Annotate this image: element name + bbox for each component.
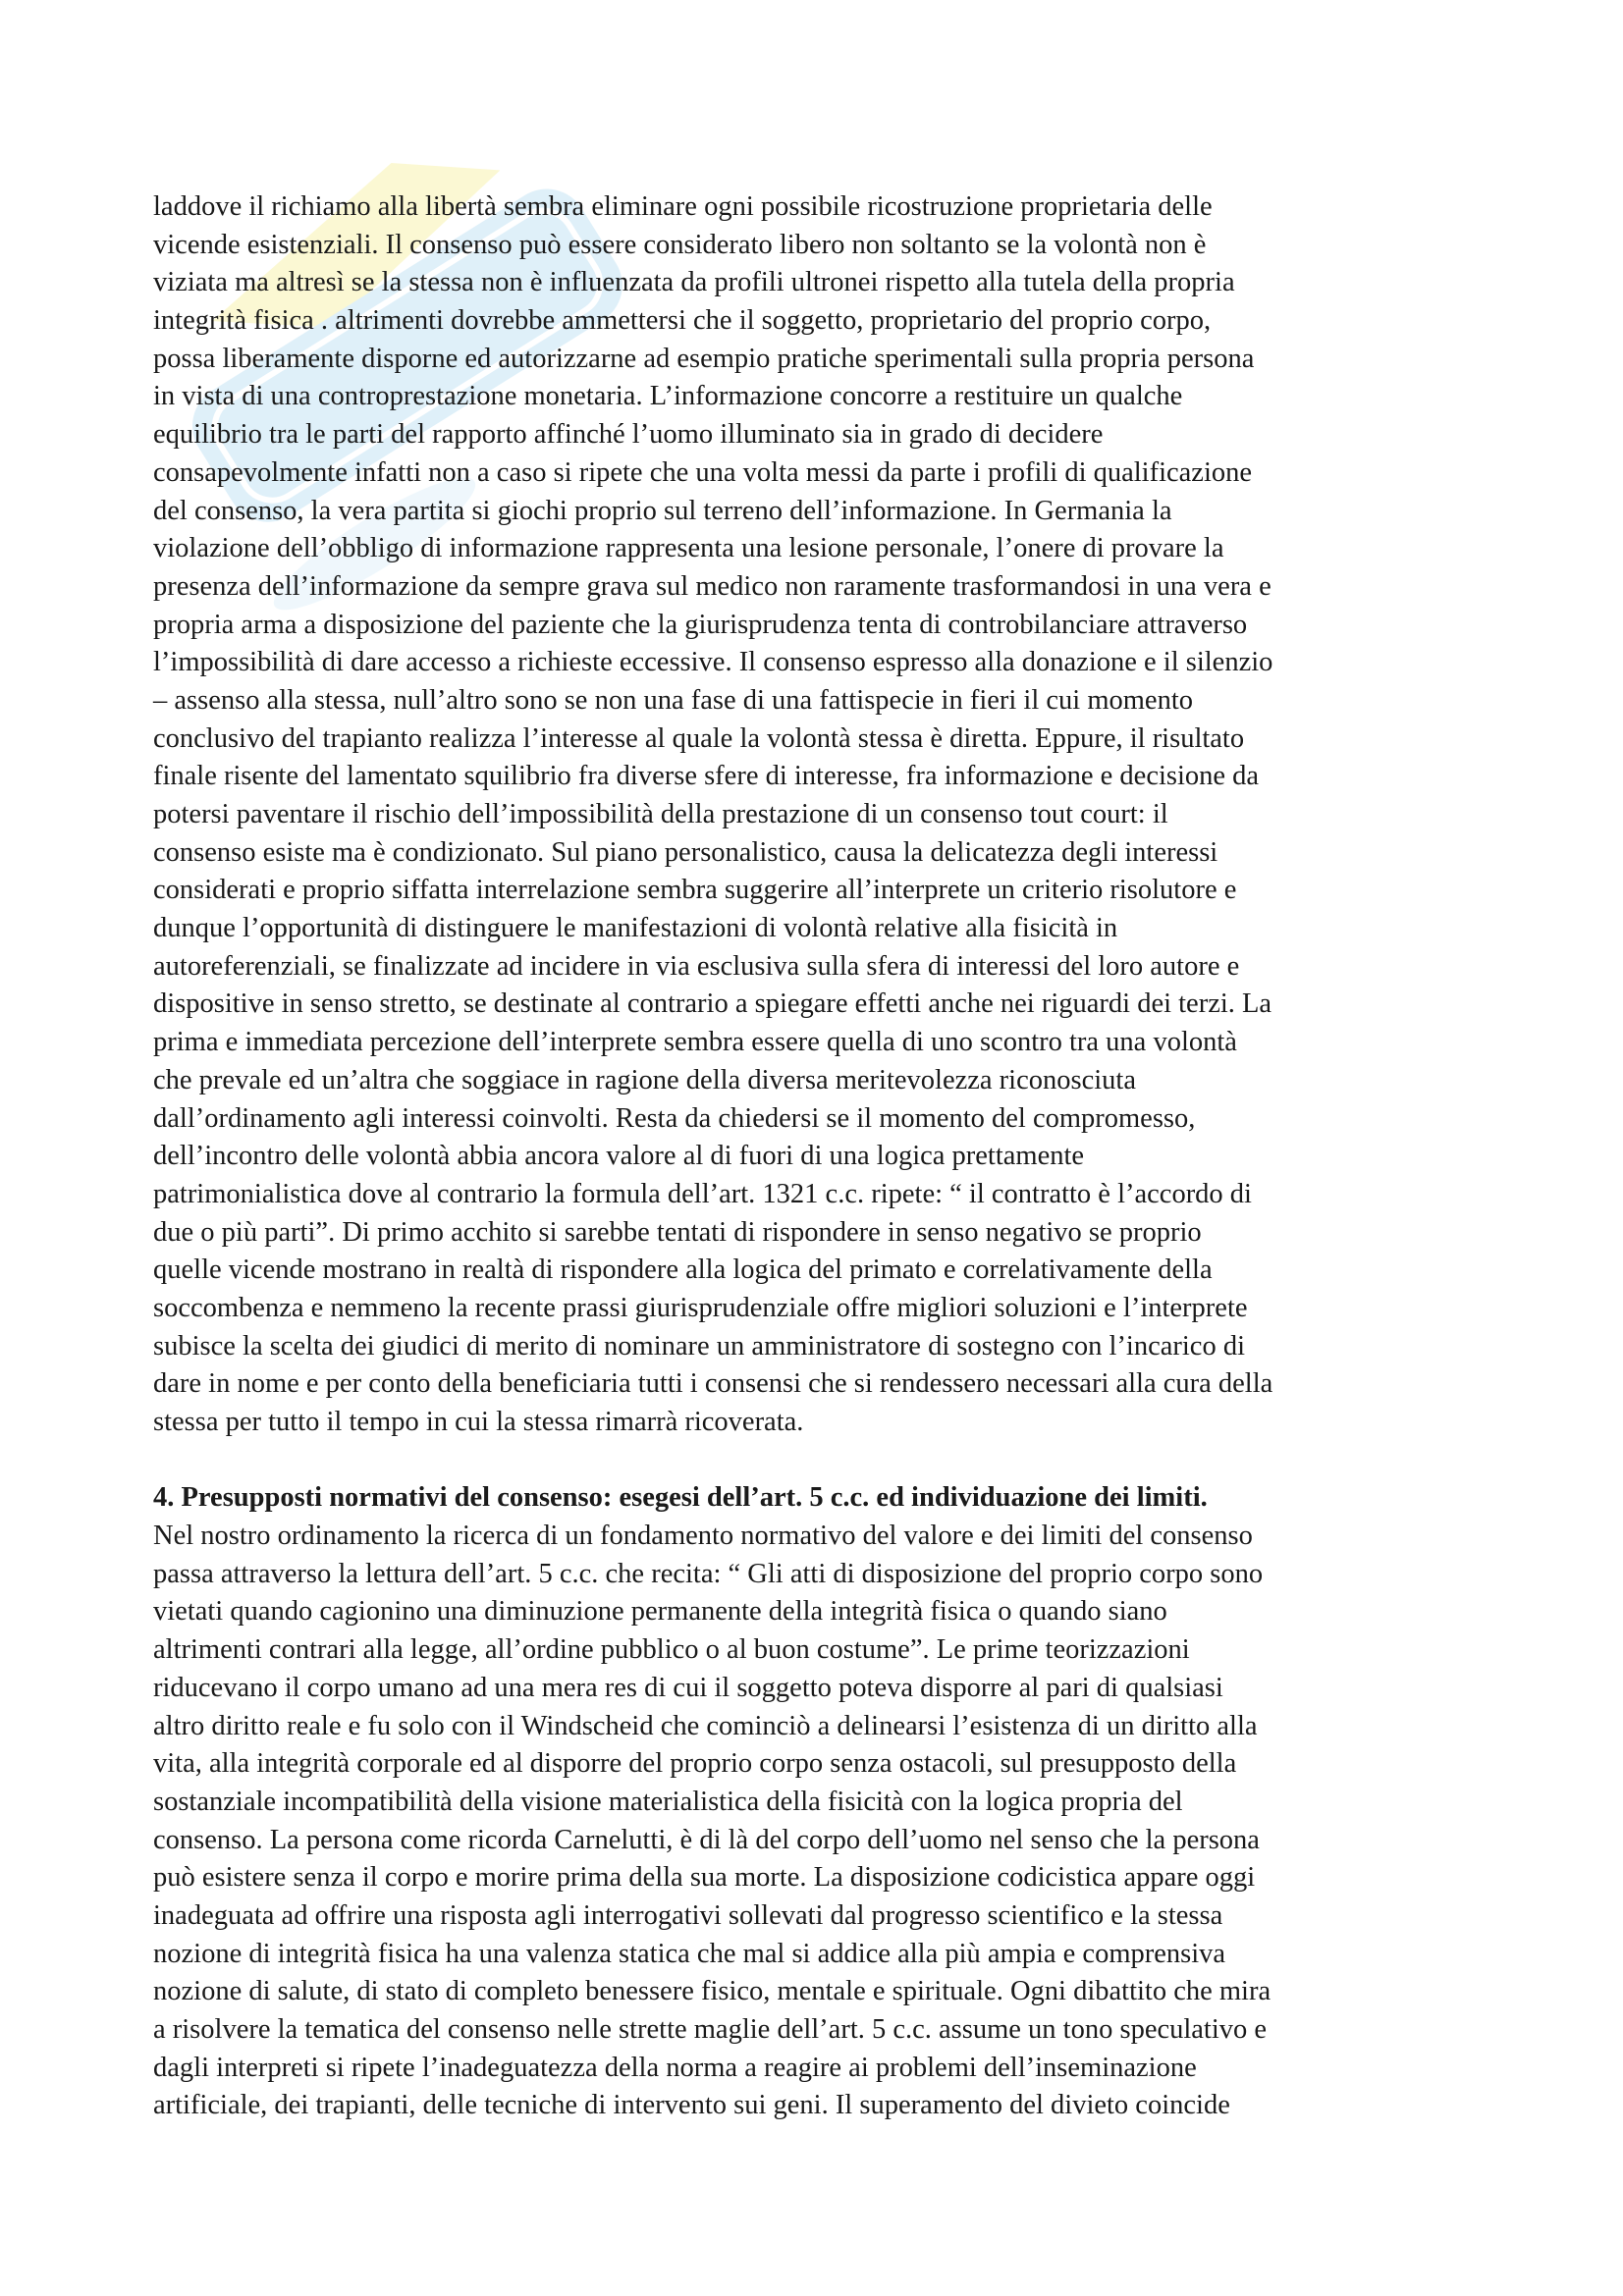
text-line: possa liberamente disporne ed autorizzarne ad esempio pratiche sperimentali sulla propria persona	[153, 343, 1255, 374]
text-line: finale risente del lamentato squilibrio fra diverse sfere di interesse, fra informazione e decisione da	[153, 761, 1260, 792]
text-line: sostanziale incompatibilità della visione materialistica della fisicità con la logica propria del	[153, 1786, 1183, 1817]
text-line: vicende esistenziali. Il consenso può essere considerato libero non soltanto se la volontà non è	[153, 229, 1207, 260]
text-line: stessa per tutto il tempo in cui la stessa rimarrà ricoverata.	[153, 1407, 804, 1437]
section-4	[153, 1479, 1488, 2125]
text-line: altrimenti contrari alla legge, all’ordine pubblico o al buon costume”. Le prime teorizzazioni	[153, 1634, 1190, 1666]
text-line: inadeguata ad offrire una risposta agli interrogativi sollevati dal progresso scientifico e la stessa	[153, 1899, 1223, 1931]
text-line: altro diritto reale e fu solo con il Windscheid che cominciò a delinearsi l’esistenza di un diritto alla	[153, 1710, 1258, 1741]
text-line: consapevolmente infatti non a caso si ripete che una volta messi da parte i profili di qualificazione	[153, 456, 1253, 488]
text-line: – assenso alla stessa, null’altro sono se non una fase di una fattispecie in fieri il cui momento	[153, 684, 1193, 716]
text-line: che prevale ed un’altra che soggiace in ragione della diversa meritevolezza riconosciuta	[153, 1064, 1136, 1095]
text-line: quelle vicende mostrano in realtà di rispondere alla logica del primato e correlativamente della	[153, 1255, 1213, 1286]
text-line: in vista di una controprestazione monetaria. L’informazione concorre a restituire un qualche	[153, 381, 1183, 412]
text-line: vietati quando cagionino una diminuzione permanente della integrità fisica o quando siano	[153, 1596, 1167, 1628]
text-line: dall’ordinamento agli interessi coinvolti. Resta da chiedersi se il momento del compromesso,	[153, 1102, 1196, 1134]
text-line: viziata ma altresì se la stessa non è influenzata da profili ultronei rispetto alla tutela della propria	[153, 267, 1235, 298]
text-line: due o più parti”. Di primo acchito si sarebbe tentati di rispondere in senso negativo se proprio	[153, 1216, 1202, 1248]
text-line: passa attraverso la lettura dell’art. 5 c.c. che recita: “ Gli atti di disposizione del proprio corpo sono	[153, 1558, 1264, 1589]
text-line: consenso. La persona come ricorda Carnelutti, è di là del corpo dell’uomo nel senso che la persona	[153, 1824, 1260, 1855]
text-line: prima e immediata percezione dell’interprete sembra essere quella di uno scontro tra una volontà	[153, 1027, 1237, 1058]
text-line: consenso esiste ma è condizionato. Sul piano personalistico, causa la delicatezza degli interessi	[153, 836, 1218, 868]
text-line: subisce la scelta dei giudici di merito di nominare un amministratore di sostegno con l’incarico di	[153, 1330, 1246, 1362]
text-line: dagli interpreti si ripete l’inadeguatezza della norma a reagire ai problemi dell’inseminazione	[153, 2052, 1197, 2083]
text-line: può esistere senza il corpo e morire prima della sua morte. La disposizione codicistica appare oggi	[153, 1862, 1256, 1894]
text-line: a risolvere la tematica del consenso nelle strette maglie dell’art. 5 c.c. assume un tono speculativo e	[153, 2014, 1268, 2045]
text-line: artificiale, dei trapianti, delle tecniche di intervento sui geni. Il superamento del divieto coincide	[153, 2090, 1230, 2121]
text-line: laddove il richiamo alla libertà sembra eliminare ogni possibile ricostruzione proprietaria delle	[153, 191, 1213, 222]
text-line: riducevano il corpo umano ad una mera res di cui il soggetto poteva disporre al pari di qualsiasi	[153, 1672, 1223, 1703]
text-line: violazione dell’obbligo di informazione rappresenta una lesione personale, l’onere di provare la	[153, 533, 1224, 564]
text-line: presenza dell’informazione da sempre grava sul medico non raramente trasformandosi in una vera e	[153, 570, 1271, 602]
text-line: autoreferenziali, se finalizzate ad incidere in via esclusiva sulla sfera di interessi del loro autore e	[153, 950, 1240, 982]
paragraph-continued	[153, 188, 1488, 1442]
section-spacer	[153, 1442, 1488, 1480]
section-heading: 4. Presupposti normativi del consenso: esegesi dell’art. 5 c.c. ed individuazione dei limiti.	[153, 1482, 1208, 1514]
text-line: equilibrio tra le parti del rapporto affinché l’uomo illuminato sia in grado di decidere	[153, 419, 1104, 451]
text-line: dare in nome e per conto della beneficiaria tutti i consensi che si rendessero necessari alla cura della	[153, 1368, 1273, 1400]
document-body	[153, 188, 1488, 2125]
text-line: nozione di integrità fisica ha una valenza statica che mal si addice alla più ampia e comprensiva	[153, 1938, 1226, 1969]
text-line: considerati e proprio siffatta interrelazione sembra suggerire all’interprete un criterio risolutore e	[153, 875, 1237, 906]
text-line: dunque l’opportunità di distinguere le manifestazioni di volontà relative alla fisicità in	[153, 913, 1118, 944]
text-line: conclusivo del trapianto realizza l’interesse al quale la volontà stessa è diretta. Eppure, il risultato	[153, 722, 1245, 754]
text-line: soccombenza e nemmeno la recente prassi giurisprudenziale offre migliori soluzioni e l’interprete	[153, 1292, 1248, 1323]
text-line: nozione di salute, di stato di completo benessere fisico, mentale e spirituale. Ogni dibattito che mira	[153, 1976, 1271, 2007]
text-line: dispositive in senso stretto, se destinate al contrario a spiegare effetti anche nei riguardi dei terzi. La	[153, 988, 1272, 1020]
text-line: propria arma a disposizione del paziente che la giurisprudenza tenta di controbilanciare attraverso	[153, 609, 1248, 640]
text-line: del consenso, la vera partita si giochi proprio sul terreno dell’informazione. In Germania la	[153, 495, 1172, 526]
text-line: vita, alla integrità corporale ed al disporre del proprio corpo senza ostacoli, sul presupposto della	[153, 1748, 1237, 1780]
text-line: Nel nostro ordinamento la ricerca di un fondamento normativo del valore e dei limiti del consenso	[153, 1521, 1253, 1552]
text-line: dell’incontro delle volontà abbia ancora valore al di fuori di una logica prettamente	[153, 1141, 1085, 1172]
text-line: patrimonialistica dove al contrario la formula dell’art. 1321 c.c. ripete: “ il contratto è l’accordo di	[153, 1178, 1252, 1209]
text-line: l’impossibilità di dare accesso a richieste eccessive. Il consenso espresso alla donazione e il silenzio	[153, 647, 1273, 678]
text-line: integrità fisica . altrimenti dovrebbe ammettersi che il soggetto, proprietario del proprio corpo,	[153, 305, 1212, 337]
text-line: potersi paventare il rischio dell’impossibilità della prestazione di un consenso tout court: il	[153, 799, 1168, 829]
